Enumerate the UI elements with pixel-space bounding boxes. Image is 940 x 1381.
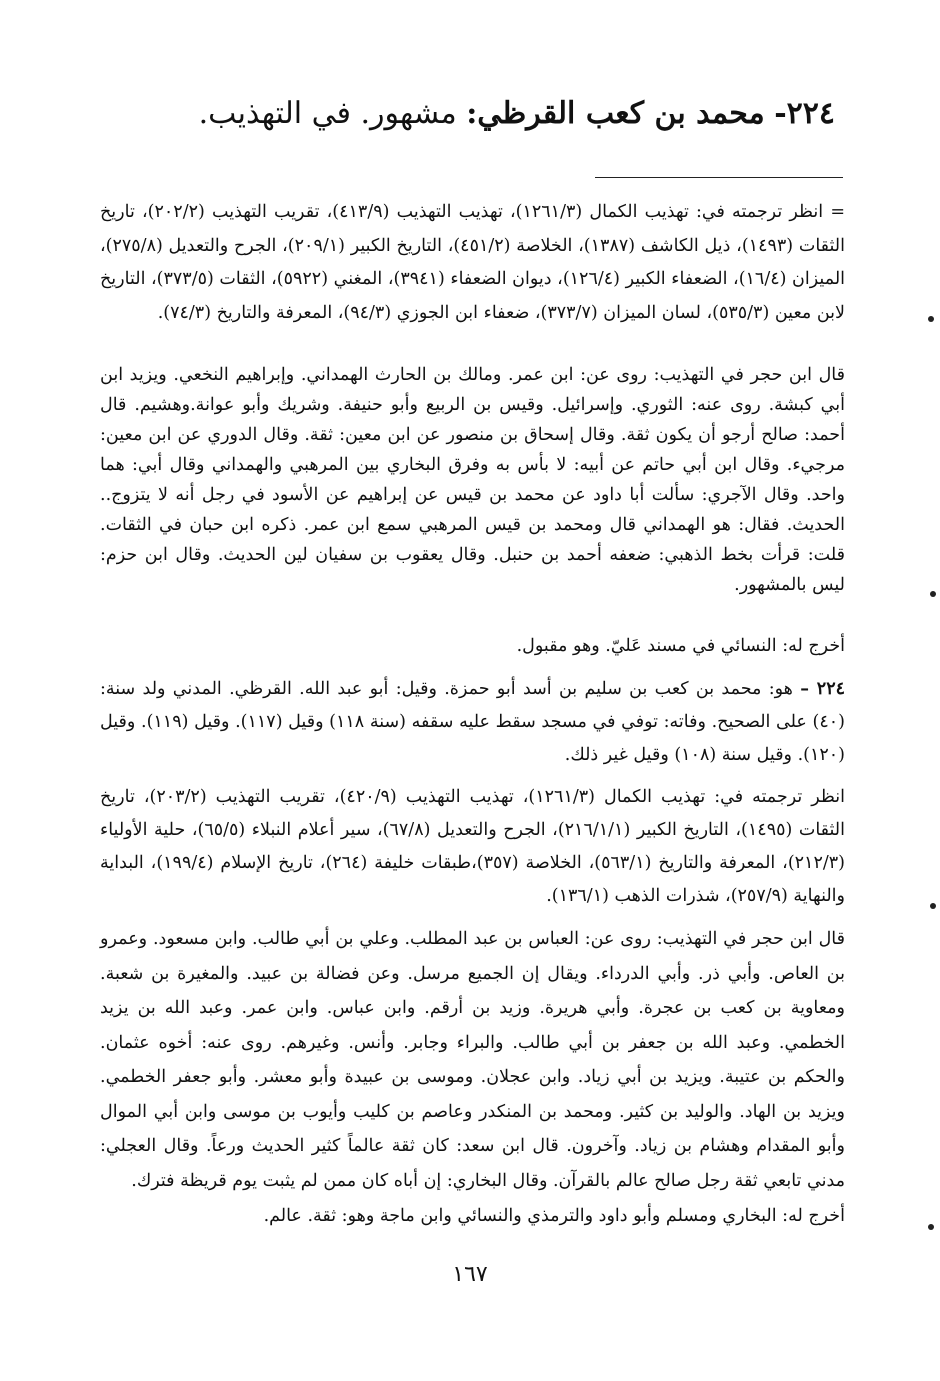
margin-dot bbox=[930, 591, 936, 597]
entry-heading-name: محمد بن كعب القرظي: bbox=[466, 96, 765, 131]
paragraph-takhrij-1: أخرج له: النسائي في مسند عَليّ. وهو مقبول. bbox=[516, 636, 845, 656]
margin-dot bbox=[930, 903, 936, 909]
footnote-separator bbox=[595, 177, 843, 178]
paragraph-sources: انظر ترجمته في: تهذيب الكمال (١٢٦١/٣)، تهذيب التهذيب (٤٢٠/٩)، تقريب التهذيب (٢٠٣/٢)، تاريخ الثقات (١٤٩٥)، التاريخ الكبير (٢١٦/١/١)، الجرح والتعديل (٦٧/٨)، سير أعلام النبلاء (٦٥/٥)، حلية الأولياء (٢١٢/٣)، المعرفة والتاريخ (٥٦٣/١)، الخلاصة (٣٥٧)،طبقات خليفة (٢٦٤)، تاريخ الإسلام (١٩٩/٤)، البداية والنهاية (٢٥٧/٩)، شذرات الذهب (١٣٦/١). bbox=[100, 787, 846, 906]
margin-dot bbox=[928, 1224, 934, 1230]
paragraph-ibn-hajar-1: قال ابن حجر في التهذيب: روى عن: ابن عمر. ومالك بن الحارث الهمداني. وإبراهيم النخعي. ويزيد ابن أبي كبشة. روى عنه: الثوري. وإسرائيل. وقيس بن الربيع وأبو حنيفة. وشريك وأبو عوانة.وهشيم. قال أحمد: صالح أرجو أن يكون ثقة. وقال إسحاق بن منصور عن ابن معين: ثقة. وقال الدوري عن ابن معين: مرجيء. وقال ابن أبي حاتم عن أبيه: لا بأس به وفرق البخاري بين المرهبي والهمداني وقال أبي: هما واحد. وقال الآجري: سألت أبا داود عن محمد بن قيس عن إبراهيم عن الأسود في رجل أنه لا يتزوج.. الحديث. فقال: هو الهمداني قال ومحمد بن قيس المرهبي سمع ابن عمر. ذكره ابن حبان في الثقات. قلت: قرأت بخط الذهبي: ضعفه أحمد بن حنبل. وقال يعقوب بن سفيان لين الحديث. وقال ابن حزم: ليس بالمشهور. bbox=[100, 365, 845, 595]
biography-number: ٢٢٤ – bbox=[800, 679, 845, 699]
entry-heading-number: ٢٢٤- bbox=[774, 96, 835, 131]
paragraph-ibn-hajar-2: قال ابن حجر في التهذيب: روى عن: العباس بن عبد المطلب. وعلي بن أبي طالب. وابن مسعود. وعمرو بن العاص. وأبي ذر. وأبي الدرداء. ويقال إن الجميع مرسل. وعن فضالة بن عبيد. والمغيرة بن شعبة. ومعاوية بن كعب بن عجرة. وأبي هريرة. وزيد بن أرقم. وابن عباس. وابن عمر. وعبد الله بن يزيد الخطمي. وعبد الله بن جعفر بن أبي طالب. والبراء وجابر. وأنس. وغيرهم. روى عنه: أخوه عثمان. والحكم بن عتيبة. ويزيد بن أبي زياد. وابن عجلان. وموسى بن عبيدة وأبو معشر. وأبو جعفر الخطمي. ويزيد بن الهاد. والوليد بن كثير. ومحمد بن المنكدر وعاصم بن كليب وأيوب بن موسى وابن أبي الموال وأبو المقدام وهشام بن زياد. وآخرون. قال ابن سعد: كان ثقة عالماً كثير الحديث ورعاً. وقال العجلي: مدني تابعي ثقة رجل صالح عالم بالقرآن. وقال البخاري: إن أباه كان ممن لم يثبت يوم قريظة فترك. bbox=[100, 929, 845, 1191]
biography-text: هو: محمد بن كعب بن سليم بن أسد أبو حمزة. وقيل: أبو عبد الله. القرظي. المدني ولد سنة: (٤٠) على الصحيح. وفاته: توفي في مسجد سقط عليه سقفه (سنة ١١٨) وقيل (١١٧). وقيل (١١٩). وقيل (١٢٠). وقيل سنة (١٠٨) وقيل غير ذلك. bbox=[100, 679, 845, 765]
footnote-continued: = انظر ترجمته في: تهذيب الكمال (١٢٦١/٣)، تهذيب التهذيب (٤١٣/٩)، تقريب التهذيب (٢٠٢/٢)، تاريخ الثقات (١٤٩٣)، ذيل الكاشف (١٣٨٧)، الخلاصة (٤٥١/٢)، التاريخ الكبير (٢٠٩/١)، الجرح والتعديل (٢٧٥/٨)، الميزان (١٦/٤)، الضعفاء الكبير (١٢٦/٤)، ديوان الضعفاء (٣٩٤١)، المغني (٥٩٢٢)، الثقات (٣٧٣/٥)، التاريخ لابن معين (٥٣٥/٣)، لسان الميزان (٣٧٣/٧)، ضعفاء ابن الجوزي (٩٤/٣)، المعرفة والتاريخ (٧٤/٣). bbox=[100, 202, 846, 323]
paragraph-takhrij-2: أخرج له: البخاري ومسلم وأبو داود والترمذي والنسائي وابن ماجة وهو: ثقة. عالم. bbox=[263, 1206, 845, 1226]
paragraph-biography bbox=[100, 673, 845, 772]
margin-dot bbox=[928, 316, 934, 322]
entry-heading bbox=[199, 96, 835, 131]
page-number: ١٦٧ bbox=[452, 1262, 488, 1287]
entry-heading-rest: مشهور. في التهذيب. bbox=[198, 96, 457, 131]
